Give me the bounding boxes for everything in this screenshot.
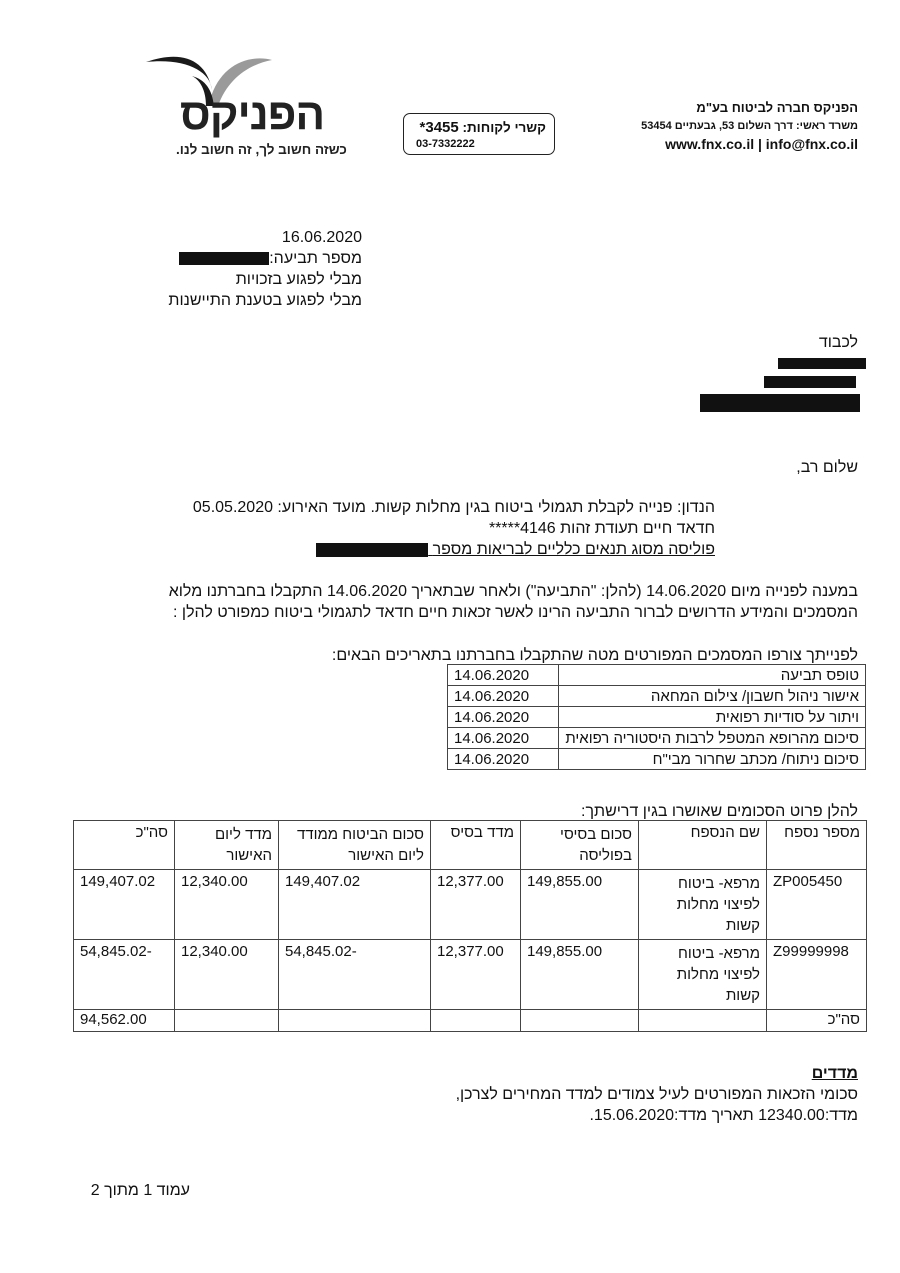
- indexed-sum: 149,407.02: [279, 870, 431, 940]
- redacted-policy-number: [316, 543, 428, 557]
- appendix-no: ZP005450: [767, 870, 867, 940]
- service-phone: 03-7332222: [416, 138, 475, 150]
- logo-wordmark: הפניקס: [180, 90, 325, 139]
- table-row: [448, 707, 866, 728]
- approval-index: 12,340.00: [175, 870, 279, 940]
- total-label: סה"כ: [767, 1010, 867, 1032]
- col-appendix-no: מספר נספח: [767, 821, 867, 870]
- document-name: טופס תביעה: [559, 665, 866, 686]
- col-base-index: מדד בסיס: [431, 821, 521, 870]
- amounts-table: [73, 820, 867, 1032]
- amounts-intro: להלן פרוט הסכומים שאושרו בגין דרישתך:: [581, 803, 858, 820]
- document-date: 14.06.2020: [448, 665, 559, 686]
- policy-label: פוליסה מסוג תנאים כלליים לבריאות מספר: [432, 541, 715, 558]
- indices-heading: מדדים: [811, 1065, 858, 1082]
- page-number: עמוד 1 מתוך 2: [90, 1182, 190, 1199]
- service-label: קשרי לקוחות:: [462, 120, 546, 135]
- recipient-label: לכבוד: [818, 334, 858, 351]
- document-name: סיכום מהרופא המטפל לרבות היסטוריה רפואית: [559, 728, 866, 749]
- table-total-row: [74, 1010, 867, 1032]
- subject-line-1: הנדון: פנייה לקבלת תגמולי ביטוח בגין מחלות קשות. מועד האירוע: 05.05.2020: [192, 499, 715, 516]
- appendix-name: מרפא- ביטוח לפיצוי מחלות קשות: [639, 870, 767, 940]
- body-line-2: המסמכים והמידע הדרושים לברור התביעה הרינו לאשר זכאות חיים חדאד לתגמולי ביטוח כמפורט להלן :: [173, 604, 858, 621]
- subject-line-3: [316, 539, 715, 560]
- company-info: [598, 100, 858, 152]
- row-total: 149,407.02: [74, 870, 175, 940]
- empty-cell: [175, 1010, 279, 1032]
- indexed-sum: -54,845.02: [279, 940, 431, 1010]
- company-name: הפניקס חברה לביטוח בע"מ: [696, 100, 858, 115]
- base-sum: 149,855.00: [521, 940, 639, 1010]
- document-name: סיכום ניתוח/ מכתב שחרור מבי"ח: [559, 749, 866, 770]
- document-name: ויתור על סודיות רפואית: [559, 707, 866, 728]
- empty-cell: [279, 1010, 431, 1032]
- table-header-row: [74, 821, 867, 870]
- redacted-recipient-name: [778, 358, 866, 369]
- empty-cell: [639, 1010, 767, 1032]
- customer-service-box: [403, 113, 555, 155]
- col-approval-index: מדד ליום האישור: [175, 821, 279, 870]
- base-sum: 149,855.00: [521, 870, 639, 940]
- row-total: -54,845.02: [74, 940, 175, 1010]
- no-prejudice-rights: מבלי לפגוע בזכויות: [235, 271, 362, 288]
- appendix-no: Z99999998: [767, 940, 867, 1010]
- company-web: www.fnx.co.il | info@fnx.co.il: [665, 136, 858, 152]
- body-line-1: במענה לפנייה מיום 14.06.2020 (להלן: "התביעה") ולאחר שבתאריך 14.06.2020 התקבלו בחברתנו מלוא: [168, 583, 858, 600]
- redacted-recipient-city: [700, 394, 860, 412]
- subject-line-2: חדאד חיים תעודת זהות 4146*****: [488, 520, 715, 537]
- redacted-block: [179, 252, 269, 265]
- base-index: 12,377.00: [431, 940, 521, 1010]
- approval-index: 12,340.00: [175, 940, 279, 1010]
- document-date: 14.06.2020: [448, 686, 559, 707]
- base-index: 12,377.00: [431, 870, 521, 940]
- no-prejudice-limitation: מבלי לפגוע בטענת התיישנות: [168, 292, 362, 309]
- table-row: [448, 665, 866, 686]
- document-name: אישור ניהול חשבון/ צילום המחאה: [559, 686, 866, 707]
- claim-number-label: מספר תביעה:: [269, 250, 362, 267]
- col-appendix-name: שם הנספח: [639, 821, 767, 870]
- company-address: משרד ראשי: דרך השלום 53, גבעתיים 53454: [641, 120, 858, 132]
- col-base-sum: סכום בסיסי בפוליסה: [521, 821, 639, 870]
- col-total: סה"כ: [74, 821, 175, 870]
- table-row: [74, 940, 867, 1010]
- table-row: [448, 728, 866, 749]
- grand-total: 94,562.00: [74, 1010, 175, 1032]
- indices-line-1: סכומי הזכאות המפורטים לעיל צמודים למדד המחירים לצרכן,: [455, 1086, 858, 1103]
- table-row: [74, 870, 867, 940]
- service-short-number: *3455: [419, 119, 459, 136]
- company-logo: [140, 50, 360, 165]
- document-date: 14.06.2020: [448, 749, 559, 770]
- appendix-name: מרפא- ביטוח לפיצוי מחלות קשות: [639, 940, 767, 1010]
- redacted-recipient-street: [764, 376, 856, 388]
- documents-table: [447, 664, 866, 770]
- table-row: [448, 686, 866, 707]
- greeting: שלום רב,: [796, 459, 858, 476]
- letter-date: 16.06.2020: [281, 229, 362, 246]
- logo-tagline: כשזה חשוב לך, זה חשוב לנו.: [176, 142, 347, 157]
- documents-intro: לפנייתך צורפו המסמכים המפורטים מטה שהתקבלו בחברתנו בתאריכים הבאים:: [331, 647, 858, 664]
- claim-number-line: [179, 248, 362, 269]
- empty-cell: [431, 1010, 521, 1032]
- table-row: [448, 749, 866, 770]
- indices-line-2: מדד:12340.00 תאריך מדד:15.06.2020.: [589, 1107, 858, 1124]
- col-indexed-sum: סכום הביטוח ממודד ליום האישור: [279, 821, 431, 870]
- service-line: [420, 119, 546, 136]
- empty-cell: [521, 1010, 639, 1032]
- document-date: 14.06.2020: [448, 707, 559, 728]
- document-date: 14.06.2020: [448, 728, 559, 749]
